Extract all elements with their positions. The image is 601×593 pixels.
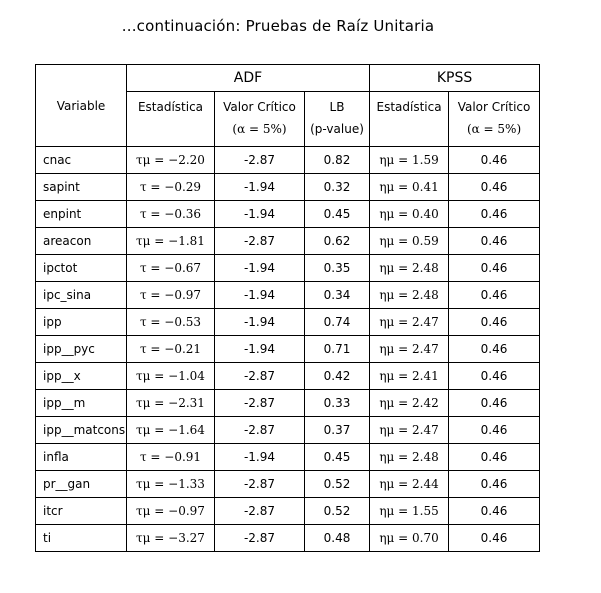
cell-variable: ti: [36, 525, 127, 552]
cell-kpss-crit: 0.46: [449, 255, 540, 282]
cell-adf-crit: -1.94: [215, 336, 305, 363]
table-row: [36, 471, 540, 498]
cell-lb: 0.71: [305, 336, 370, 363]
cell-kpss-crit: 0.46: [449, 525, 540, 552]
cell-adf-crit: -1.94: [215, 309, 305, 336]
cell-lb: 0.48: [305, 525, 370, 552]
header-adf-crit-sub: (α = 5%): [215, 122, 305, 147]
cell-adf-crit: -2.87: [215, 363, 305, 390]
cell-kpss-stat: ημ = 2.47: [370, 417, 449, 444]
cell-variable: ipp__pyc: [36, 336, 127, 363]
cell-kpss-stat: ημ = 0.70: [370, 525, 449, 552]
cell-adf-stat: τμ = −3.27: [127, 525, 215, 552]
cell-adf-crit: -2.87: [215, 471, 305, 498]
cell-lb: 0.74: [305, 309, 370, 336]
cell-lb: 0.32: [305, 174, 370, 201]
table-row: [36, 390, 540, 417]
table-row: [36, 228, 540, 255]
table-caption: [0, 17, 601, 35]
cell-lb: 0.35: [305, 255, 370, 282]
header-adf-stat: Estadística: [127, 92, 215, 123]
cell-adf-stat: τ = −0.53: [127, 309, 215, 336]
cell-adf-crit: -2.87: [215, 525, 305, 552]
header-adf-crit: Valor Crítico: [215, 92, 305, 123]
cell-adf-stat: τ = −0.29: [127, 174, 215, 201]
cell-lb: 0.34: [305, 282, 370, 309]
cell-lb: 0.45: [305, 444, 370, 471]
cell-kpss-stat: ημ = 2.48: [370, 255, 449, 282]
header-adf: ADF: [127, 65, 370, 92]
cell-variable: ipp__matcons: [36, 417, 127, 444]
header-adf-lb-sub: (p-value): [305, 122, 370, 147]
cell-lb: 0.82: [305, 147, 370, 174]
cell-variable: ipc_sina: [36, 282, 127, 309]
table-row: [36, 147, 540, 174]
cell-adf-stat: τμ = −1.04: [127, 363, 215, 390]
cell-variable: ipctot: [36, 255, 127, 282]
cell-adf-crit: -2.87: [215, 147, 305, 174]
cell-lb: 0.52: [305, 498, 370, 525]
table-row: [36, 282, 540, 309]
table-row: [36, 417, 540, 444]
header-kpss-crit: Valor Crítico: [449, 92, 540, 123]
cell-kpss-stat: ημ = 0.41: [370, 174, 449, 201]
cell-variable: cnac: [36, 147, 127, 174]
cell-lb: 0.37: [305, 417, 370, 444]
unit-root-table: [35, 64, 540, 552]
cell-kpss-stat: ημ = 2.47: [370, 336, 449, 363]
cell-kpss-crit: 0.46: [449, 498, 540, 525]
cell-kpss-crit: 0.46: [449, 471, 540, 498]
header-kpss-stat: Estadística: [370, 92, 449, 123]
cell-kpss-crit: 0.46: [449, 390, 540, 417]
cell-kpss-crit: 0.46: [449, 363, 540, 390]
table-row: [36, 309, 540, 336]
cell-variable: ipp: [36, 309, 127, 336]
cell-variable: infla: [36, 444, 127, 471]
header-adf-lb: LB: [305, 92, 370, 123]
cell-lb: 0.62: [305, 228, 370, 255]
table-row: [36, 498, 540, 525]
cell-adf-stat: τμ = −0.97: [127, 498, 215, 525]
cell-kpss-stat: ημ = 0.59: [370, 228, 449, 255]
cell-kpss-stat: ημ = 2.48: [370, 444, 449, 471]
cell-adf-crit: -1.94: [215, 201, 305, 228]
table-row: [36, 201, 540, 228]
cell-kpss-crit: 0.46: [449, 228, 540, 255]
cell-kpss-crit: 0.46: [449, 336, 540, 363]
cell-kpss-crit: 0.46: [449, 444, 540, 471]
cell-kpss-stat: ημ = 2.41: [370, 363, 449, 390]
cell-kpss-stat: ημ = 2.47: [370, 309, 449, 336]
cell-kpss-stat: ημ = 2.48: [370, 282, 449, 309]
cell-adf-stat: τμ = −2.20: [127, 147, 215, 174]
cell-variable: sapint: [36, 174, 127, 201]
cell-kpss-stat: ημ = 1.55: [370, 498, 449, 525]
cell-adf-stat: τμ = −1.81: [127, 228, 215, 255]
cell-variable: ipp__x: [36, 363, 127, 390]
cell-kpss-stat: ημ = 2.44: [370, 471, 449, 498]
cell-adf-stat: τμ = −1.33: [127, 471, 215, 498]
cell-adf-crit: -2.87: [215, 498, 305, 525]
cell-kpss-stat: ημ = 2.42: [370, 390, 449, 417]
cell-variable: enpint: [36, 201, 127, 228]
cell-adf-stat: τ = −0.67: [127, 255, 215, 282]
cell-adf-crit: -1.94: [215, 174, 305, 201]
cell-adf-crit: -2.87: [215, 228, 305, 255]
cell-adf-stat: τμ = −2.31: [127, 390, 215, 417]
cell-adf-crit: -2.87: [215, 417, 305, 444]
header-kpss-crit-sub: (α = 5%): [449, 122, 540, 147]
cell-lb: 0.45: [305, 201, 370, 228]
header-kpss-stat-sub: [370, 122, 449, 147]
table-row: [36, 336, 540, 363]
cell-kpss-crit: 0.46: [449, 309, 540, 336]
cell-variable: areacon: [36, 228, 127, 255]
cell-adf-stat: τ = −0.91: [127, 444, 215, 471]
table-row: [36, 363, 540, 390]
cell-kpss-crit: 0.46: [449, 147, 540, 174]
header-adf-stat-sub: [127, 122, 215, 147]
table-row: [36, 525, 540, 552]
cell-kpss-stat: ημ = 0.40: [370, 201, 449, 228]
table-row: [36, 174, 540, 201]
cell-adf-crit: -1.94: [215, 444, 305, 471]
caption-text: ...continuación: Pruebas de Raíz Unitaria: [121, 17, 435, 35]
cell-variable: itcr: [36, 498, 127, 525]
cell-adf-stat: τ = −0.97: [127, 282, 215, 309]
cell-kpss-stat: ημ = 1.59: [370, 147, 449, 174]
cell-variable: pr__gan: [36, 471, 127, 498]
cell-kpss-crit: 0.46: [449, 417, 540, 444]
header-variable: Variable: [36, 65, 127, 147]
cell-lb: 0.42: [305, 363, 370, 390]
cell-adf-crit: -2.87: [215, 390, 305, 417]
header-kpss: KPSS: [370, 65, 540, 92]
cell-kpss-crit: 0.46: [449, 201, 540, 228]
cell-adf-stat: τ = −0.21: [127, 336, 215, 363]
cell-adf-stat: τμ = −1.64: [127, 417, 215, 444]
cell-adf-stat: τ = −0.36: [127, 201, 215, 228]
table-row: [36, 444, 540, 471]
cell-adf-crit: -1.94: [215, 255, 305, 282]
table-row: [36, 255, 540, 282]
cell-adf-crit: -1.94: [215, 282, 305, 309]
cell-kpss-crit: 0.46: [449, 174, 540, 201]
cell-lb: 0.52: [305, 471, 370, 498]
cell-variable: ipp__m: [36, 390, 127, 417]
cell-lb: 0.33: [305, 390, 370, 417]
cell-kpss-crit: 0.46: [449, 282, 540, 309]
